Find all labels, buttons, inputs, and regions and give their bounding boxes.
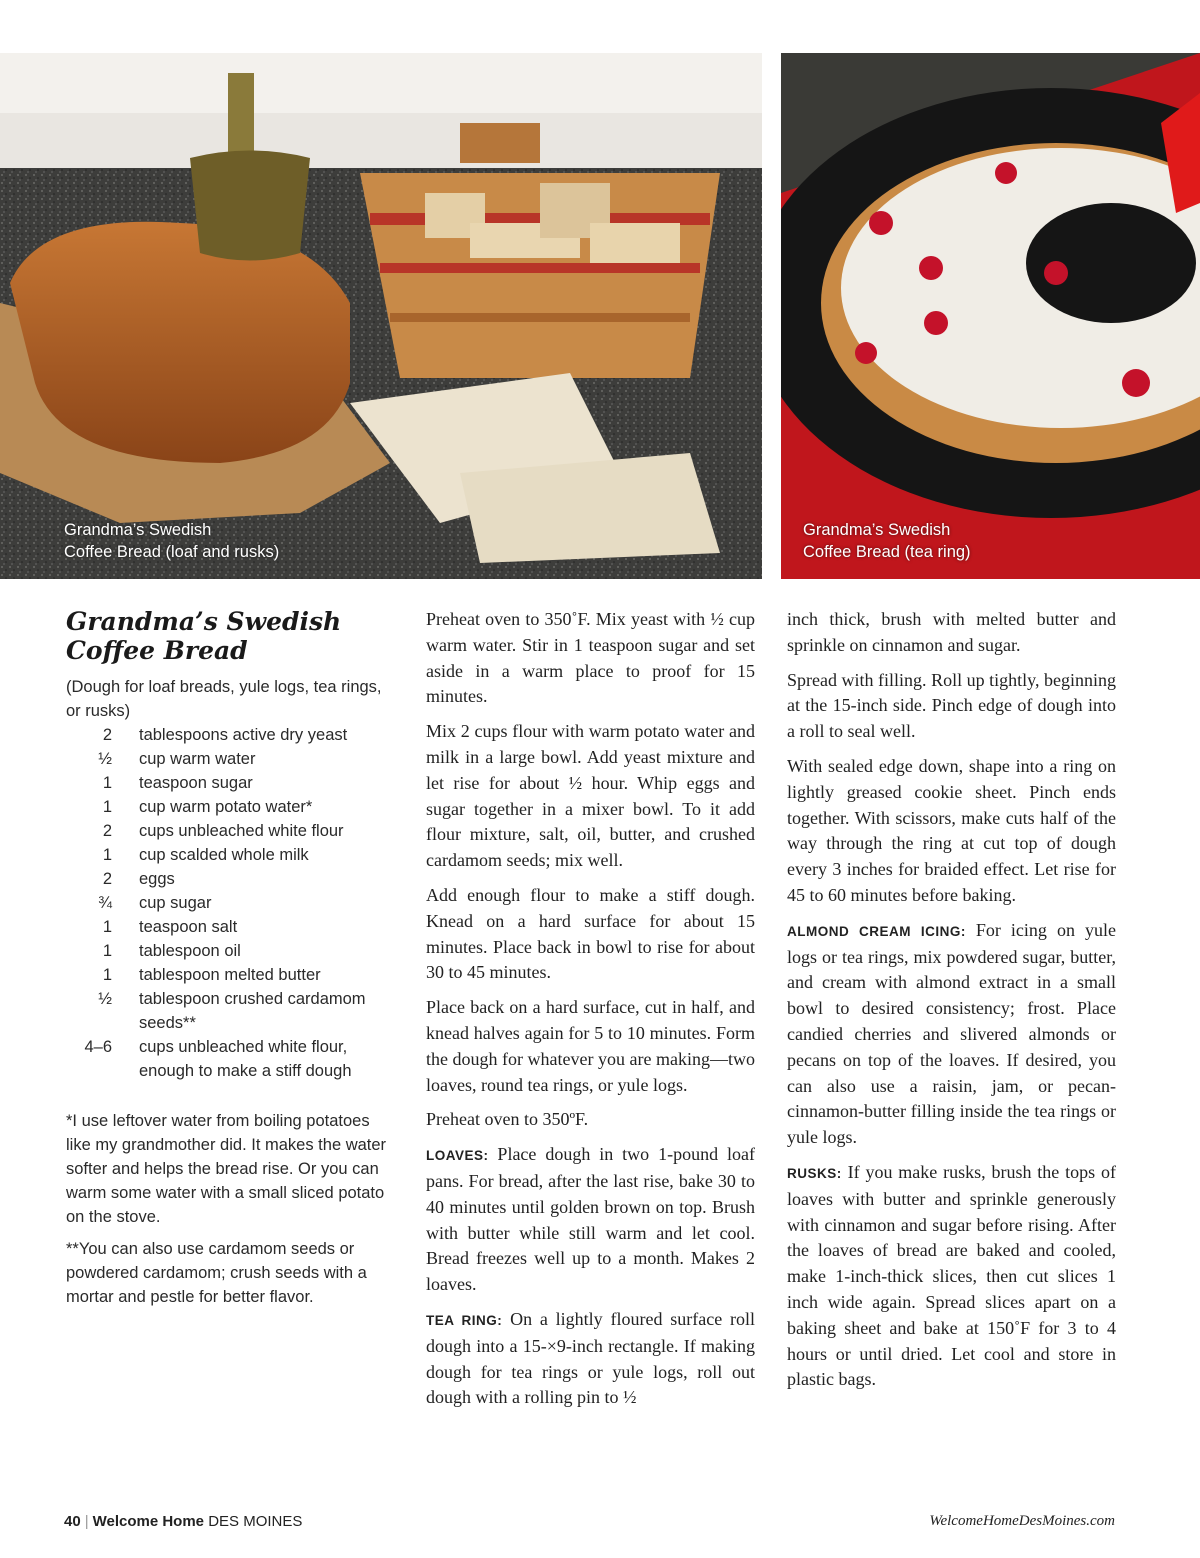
ingredient-text: cup warm water xyxy=(139,750,256,768)
note-cardamom: **You can also use cardamom seeds or powdered cardamom; crush seeds with a mortar and pestle for better flavor. xyxy=(66,1240,367,1306)
ingredient-text: teaspoon sugar xyxy=(139,774,253,792)
magazine-city: DES MOINES xyxy=(208,1513,303,1530)
icing-text: For icing on yule logs or tea rings, mix powdered sugar, butter, and cream with almond extract in a small bowl to desired consistency; frost. Place candied cherries and slivered almonds or pecans on top of the loaves. If desired, you can also use a raisin, jam, or pecan-cinnamon-butter filling inside the tea rings or yule logs. xyxy=(787,919,1116,1148)
ingredient-quantity: 2 xyxy=(102,870,112,888)
icing-section xyxy=(787,918,1116,1151)
step-shape: Place back on a hard surface, cut in half, and knead halves again for 5 to 10 minutes. Form the dough for whatever you are making—two loaves, round tea rings, or yule logs. xyxy=(426,997,755,1095)
ingredient-item xyxy=(66,891,396,915)
ingredient-text: cup scalded whole milk xyxy=(139,846,309,864)
caption-line: Coffee Bread (loaf and rusks) xyxy=(64,543,280,561)
ingredient-item xyxy=(66,843,396,867)
caption-line: Grandma’s Swedish xyxy=(803,521,951,539)
photo-caption-right xyxy=(803,519,971,563)
ingredient-item xyxy=(66,723,396,747)
ingredient-item xyxy=(66,819,396,843)
ingredient-text: tablespoon oil xyxy=(139,942,241,960)
ingredient-quantity: ½ xyxy=(98,990,112,1008)
step-roll: Spread with filling. Roll up tightly, beginning at the 15-inch side. Pinch edge of dough into a roll to seal well. xyxy=(787,669,1116,742)
ingredient-text: tablespoon crushed cardamom seeds** xyxy=(139,990,366,1032)
ingredient-text: cup sugar xyxy=(139,894,212,912)
loaf-and-rusks-image xyxy=(0,53,762,579)
ingredient-item xyxy=(66,987,396,1035)
ingredient-quantity: ¾ xyxy=(98,894,112,912)
ingredient-item xyxy=(66,771,396,795)
photo-caption-left xyxy=(64,519,279,563)
loaves-label: LOAVES: xyxy=(426,1148,489,1164)
ingredient-quantity: 2 xyxy=(102,726,112,744)
ingredient-item xyxy=(66,939,396,963)
step-ring: With sealed edge down, shape into a ring on lightly greased cookie sheet. Pinch ends together. With scissors, make cuts half of the way through the ring at cut top of dough every 3 inches for braided effect. Let rise for 45 to 60 minutes before baking. xyxy=(787,755,1116,905)
ingredient-quantity: 2 xyxy=(102,822,112,840)
ingredient-item xyxy=(66,1035,396,1083)
ingredient-list xyxy=(66,723,396,1083)
title-line: Grandma’s Swedish xyxy=(66,607,342,636)
recipe-intro: (Dough for loaf breads, yule logs, tea rings, or rusks) xyxy=(66,678,382,720)
icing-label: ALMOND CREAM ICING: xyxy=(787,923,966,939)
tea-ring-label: TEA RING: xyxy=(426,1312,503,1328)
ingredient-quantity: 1 xyxy=(102,798,112,816)
page-number: 40 xyxy=(64,1513,81,1530)
footer-separator: | xyxy=(84,1513,89,1530)
ingredient-text: tablespoons active dry yeast xyxy=(139,726,348,744)
title-line: Coffee Bread xyxy=(66,636,248,665)
caption-line: Coffee Bread (tea ring) xyxy=(803,543,971,561)
magazine-brand: Welcome Home xyxy=(92,1513,205,1530)
ingredient-text: cup warm potato water* xyxy=(139,798,313,816)
ingredient-item xyxy=(66,915,396,939)
caption-line: Grandma’s Swedish xyxy=(64,521,212,539)
step-knead: Add enough flour to make a stiff dough. Knead on a hard surface for about 15 minutes. Place back in bowl to rise for about 30 to 45 minutes. xyxy=(426,884,755,983)
ingredient-quantity: 1 xyxy=(102,846,112,864)
step-mix: Mix 2 cups flour with warm potato water and milk in a large bowl. Add yeast mixture and let rise for about ½ hour. Whip eggs and sugar together in a mixer bowl. To it add flour mixture, salt, oil, butter, and crushed cardamom seeds; mix well. xyxy=(426,721,755,871)
rusks-section xyxy=(787,1160,1116,1393)
ingredient-quantity: 1 xyxy=(102,918,112,936)
ingredient-quantity: ½ xyxy=(98,750,112,768)
tea-ring-text: On a lightly floured surface roll dough into a 15-×9-inch rectangle. If making dough for tea rings or yule logs, roll out dough with a rolling pin to ½ xyxy=(426,1308,755,1408)
rusks-text: If you make rusks, brush the tops of loaves with butter and sprinkle generously with cinnamon and sugar before rising. After the loaves of bread are baked and cooled, make 1-inch-thick slices, then cut slices 1 inch wide again. Spread slices apart on a baking sheet and bake at 150˚F for 3 to 4 hours or until dried. Let cool and store in plastic bags. xyxy=(787,1161,1116,1390)
ingredient-item xyxy=(66,867,396,891)
photo-tea-ring xyxy=(781,53,1200,579)
ingredient-item xyxy=(66,747,396,771)
instructions-column-1 xyxy=(426,607,755,1420)
recipe-title xyxy=(66,607,396,665)
instructions-column-2 xyxy=(787,607,1116,1402)
ingredient-item xyxy=(66,795,396,819)
tea-ring-image xyxy=(781,53,1200,579)
footer-website: WelcomeHomeDesMoines.com xyxy=(929,1513,1115,1529)
ingredient-item xyxy=(66,963,396,987)
ingredient-text: eggs xyxy=(139,870,175,888)
ingredient-quantity: 1 xyxy=(102,942,112,960)
step-brush: inch thick, brush with melted butter and sprinkle on cinnamon and sugar. xyxy=(787,609,1116,655)
ingredient-text: tablespoon melted butter xyxy=(139,966,321,984)
loaves-section xyxy=(426,1142,755,1298)
tea-ring-section xyxy=(426,1307,755,1411)
footer-page-info xyxy=(64,1513,302,1530)
step-preheat: Preheat oven to 350ºF. xyxy=(426,1109,589,1130)
step-proof-yeast: Preheat oven to 350˚F. Mix yeast with ½ cup warm water. Stir in 1 teaspoon sugar and set aside in a warm place to proof for 15 minutes. xyxy=(426,609,755,707)
photo-loaf-and-rusks xyxy=(0,53,762,579)
ingredient-text: teaspoon salt xyxy=(139,918,238,936)
recipe-notes xyxy=(66,1109,396,1309)
rusks-label: RUSKS: xyxy=(787,1165,842,1181)
ingredient-text: cups unbleached white flour, enough to make a stiff dough xyxy=(139,1038,352,1080)
note-potato-water: *I use leftover water from boiling potatoes like my grandmother did. It makes the water softer and helps the bread rise. Or you can warm some water with a small sliced potato on the stove. xyxy=(66,1112,387,1226)
ingredients-column xyxy=(66,607,396,1317)
loaves-text: Place dough in two 1-pound loaf pans. For bread, after the last rise, bake 30 to 40 minutes until golden brown on top. Brush with butter while still warm and let cool. Bread freezes well up to a month. Makes 2 loaves. xyxy=(426,1144,755,1295)
ingredient-text: cups unbleached white flour xyxy=(139,822,344,840)
ingredient-quantity: 1 xyxy=(102,966,112,984)
ingredient-quantity: 4–6 xyxy=(84,1038,112,1056)
ingredient-quantity: 1 xyxy=(102,774,112,792)
